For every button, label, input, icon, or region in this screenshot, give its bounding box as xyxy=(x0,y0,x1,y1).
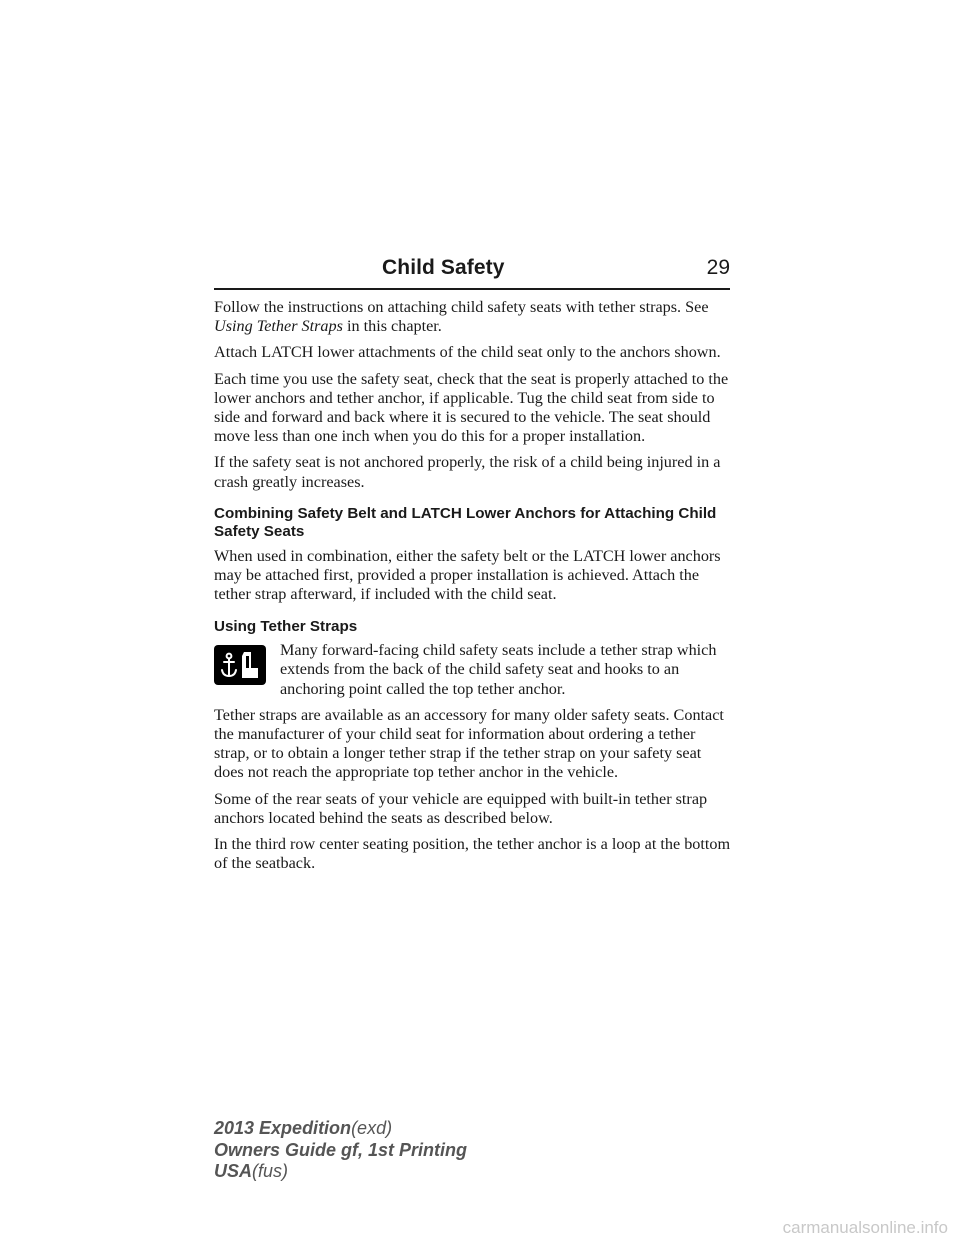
cross-reference-link[interactable]: Using Tether Straps xyxy=(214,317,343,336)
page-number: 29 xyxy=(706,256,730,279)
icon-paragraph xyxy=(214,641,734,699)
footer-line xyxy=(214,1161,467,1183)
chapter-title: Child Safety xyxy=(382,256,505,279)
paragraph-text: in this chapter. xyxy=(346,317,442,336)
footer-line xyxy=(214,1118,467,1140)
paragraph: Many forward-facing child safety seats include a tether strap which extends from the back of the child safety seat and hooks to an anchoring point called the top tether anchor. xyxy=(280,641,717,698)
paragraph: In the third row center seating position, the tether anchor is a loop at the bottom of the seatback. xyxy=(214,835,731,873)
footer-market: USA xyxy=(214,1161,253,1181)
paragraph: If the safety seat is not anchored properly, the risk of a child being injured in a crash greatly increases. xyxy=(214,453,721,491)
paragraph-text: Follow the instructions on attaching child safety seats with tether straps. See xyxy=(214,298,709,316)
paragraph xyxy=(214,298,734,336)
footer-edition: Owners Guide gf, 1st Printing xyxy=(214,1139,468,1160)
header-rule xyxy=(214,288,730,290)
child-seat-tether-anchor-icon xyxy=(214,645,266,685)
footer-model: 2013 Expedition xyxy=(214,1118,352,1138)
footer-code: (fus) xyxy=(252,1161,289,1181)
section-heading: Using Tether Straps xyxy=(214,617,358,635)
footer-code: (exd) xyxy=(351,1118,393,1138)
paragraph: Each time you use the safety seat, check that the seat is properly attached to the lower anchors and tether anchor, if applicable. Tug the child seat from side to side and forward and back where it is secured to the vehicle. The seat should move less than one inch when you do this for a proper installation. xyxy=(214,369,729,446)
paragraph: When used in combination, either the safety belt or the LATCH lower anchors may be attached first, provided a proper installation is achieved. Attach the tether strap afterward, if included with the child seat. xyxy=(214,547,721,604)
paragraph: Tether straps are available as an accessory for many older safety seats. Contact the manufacturer of your child seat for information about ordering a tether strap, or to obtain a longer tether strap if the tether strap on your safety seat does not reach the appropriate top tether anchor in the vehicle. xyxy=(214,705,724,782)
paragraph: Some of the rear seats of your vehicle are equipped with built-in tether strap anchors located behind the seats as described below. xyxy=(214,789,708,827)
page-body xyxy=(214,298,734,880)
watermark-text: carmanualsonline.info xyxy=(782,1218,948,1237)
paragraph: Attach LATCH lower attachments of the child seat only to the anchors shown. xyxy=(214,343,721,362)
section-heading: Combining Safety Belt and LATCH Lower Anchors for Attaching Child Safety Seats xyxy=(214,504,717,541)
print-footer xyxy=(214,1118,467,1183)
